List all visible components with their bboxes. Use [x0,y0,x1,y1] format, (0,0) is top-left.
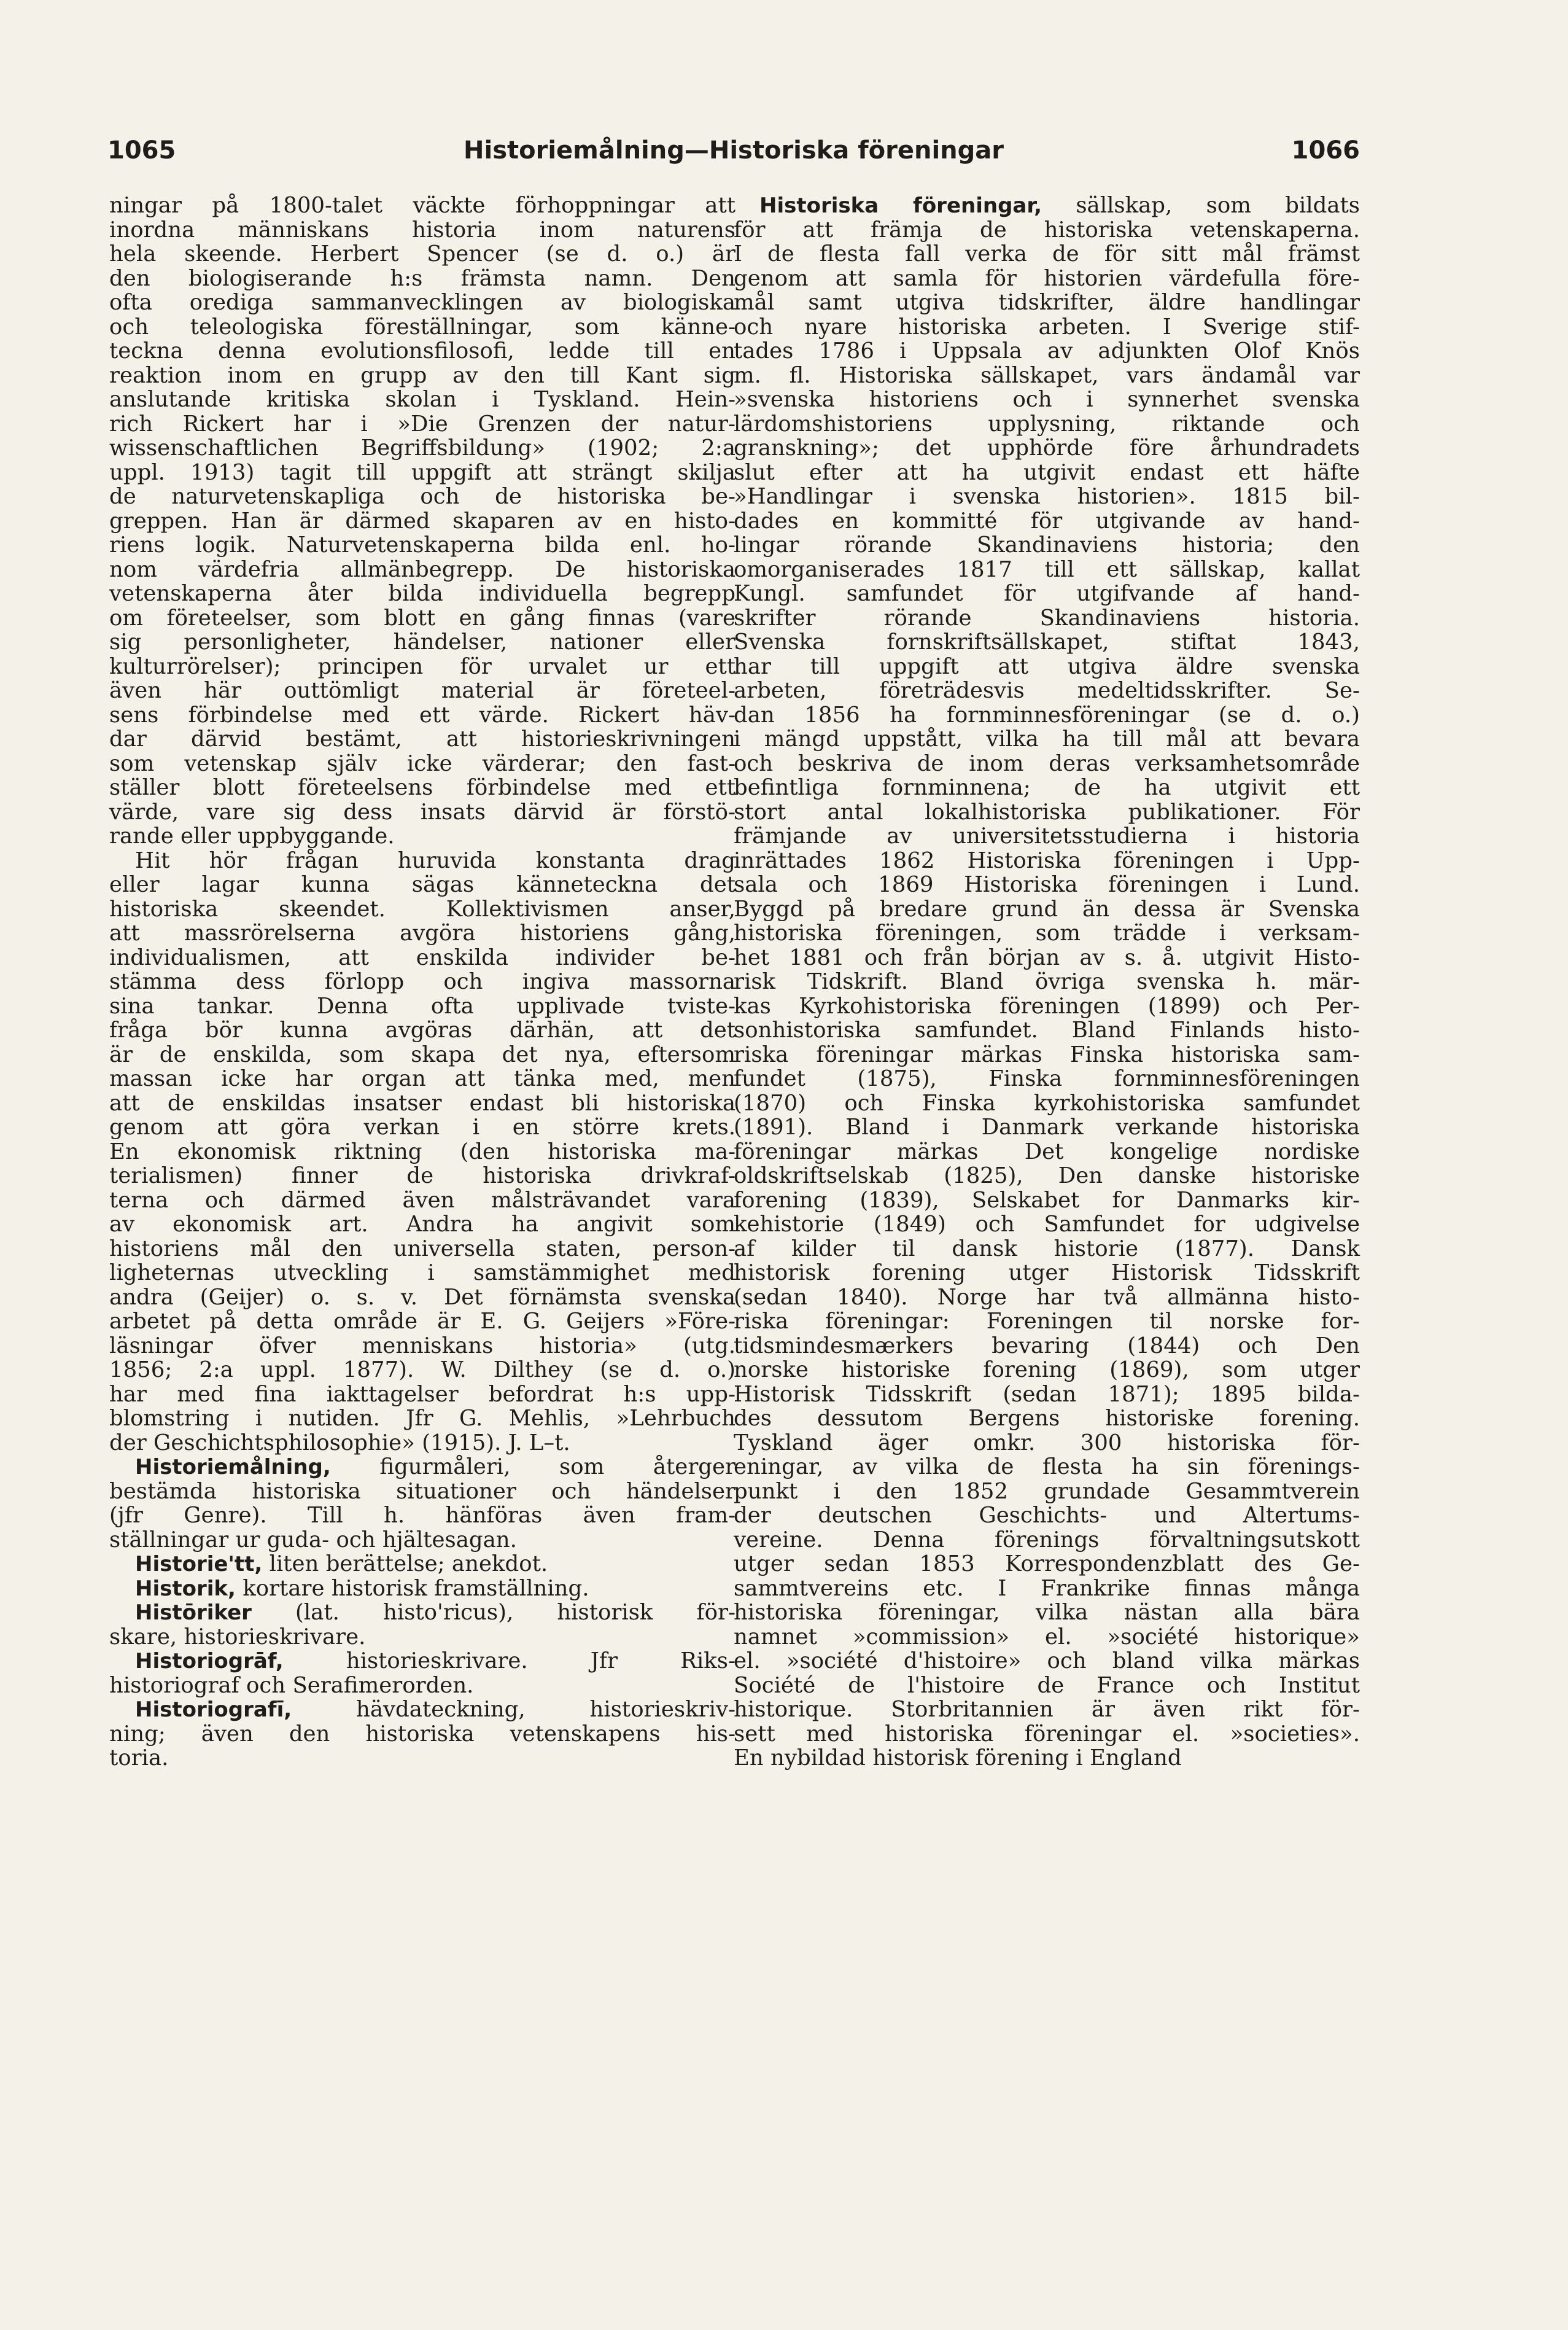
text-line: (sedan 1840). Norge har två allmänna histo- [734,1284,1360,1310]
text-line: lingar rörande Skandinaviens historia; den [734,532,1360,558]
text-line: historiska skeendet. Kollektivismen anser, [109,896,735,922]
text-line: uppl. 1913) tagit till uppgift att strängt skilja [109,459,735,485]
text-line: »svenska historiens och i synnerhet svenska [734,387,1360,412]
text-line: der deutschen Geschichts- und Altertums- [734,1503,1360,1528]
page-number-left: 1065 [107,136,176,165]
text-line: föreningar märkas Det kongelige nordiske [734,1139,1360,1164]
text-line: Société de l'histoire de France och Institut [734,1672,1360,1698]
text-line: har till uppgift att utgiva äldre svenska [734,653,1360,679]
text-line: Hit hör frågan huruvida konstanta drag [135,847,735,873]
text-line: genom att göra verkan i en större krets. [109,1115,735,1140]
text-line: dar därvid bestämt, att historieskrivningen [109,727,735,752]
text-line: inrättades 1862 Historiska föreningen i Upp- [734,847,1360,873]
text-line: lärdomshistoriens upplysning, riktande och [734,411,1360,437]
text-line: sala och 1869 Historiska föreningen i Lund. [734,872,1360,897]
text-line: slut efter att ha utgivit endast ett häfte [734,459,1360,485]
text-line: har med fina iakttagelser befordrat h:s upp- [109,1381,735,1407]
text-line: massan icke har organ att tänka med, men [109,1066,735,1091]
text-line: rich Rickert har i »Die Grenzen der natur- [109,411,735,437]
text-line: granskning»; det upphörde före århundradets [734,435,1360,461]
text-line: att de enskildas insatser endast bli historiska [109,1090,735,1116]
text-line: (jfr Genre). Till h. hänföras även fram- [109,1503,735,1528]
text-line: af kilder til dansk historie (1877). Dansk [734,1236,1360,1261]
text-line: ofta orediga sammanvecklingen av biologiska [109,290,735,315]
text-line: sonhistoriska samfundet. Bland Finlands histo- [734,1018,1360,1043]
text-line: punkt i den 1852 grundade Gesammtverein [734,1478,1360,1504]
text-line: riska föreningar: Foreningen til norske for- [734,1309,1360,1334]
text-line: risk Tidskrift. Bland övriga svenska h. mär- [734,969,1360,994]
text-line: fundet (1875), Finska fornminnesföreningen [734,1066,1360,1091]
text-line: Tyskland äger omkr. 300 historiska för- [734,1430,1360,1455]
text-line: de naturvetenskapliga och de historiska be- [109,484,735,509]
text-line: omorganiserades 1817 till ett sällskap, kallat [734,556,1360,582]
entry-line: Histōriker (lat. histo'ricus), historisk för- [135,1600,735,1625]
text-line: reaktion inom en grupp av den till Kant sig [109,362,735,388]
entry-headword: Historiska föreningar, [759,193,1042,218]
text-line: som vetenskap själv icke värderar; den fast- [109,750,735,776]
entry-headword: Historie'tt, [135,1552,263,1576]
text-line: En ekonomisk riktning (den historiska ma- [109,1139,735,1164]
text-line: inordna människans historia inom naturens [109,217,735,243]
text-line: sina tankar. Denna ofta upplivade tviste- [109,993,735,1019]
text-line: terna och därmed även målsträvandet vara [109,1187,735,1213]
text-line: tades 1786 i Uppsala av adjunkten Olof Knös [734,338,1360,364]
text-line: anslutande kritiska skolan i Tyskland. Hein- [109,387,735,412]
text-line: genom att samla för historien värdefulla före- [734,265,1360,291]
page-header [107,136,1360,173]
text-line: (1891). Bland i Danmark verkande historiska [734,1115,1360,1140]
text-line: historiska föreningen, som trädde i verksam- [734,921,1360,946]
entry-line: Historiogrāf, historieskrivare. Jfr Riks- [135,1648,735,1673]
text-line: är de enskilda, som skapa det nya, eftersom [109,1042,735,1067]
text-line: I de flesta fall verka de för sitt mål främst [734,241,1360,267]
text-line: dades en kommitté för utgivande av hand- [734,508,1360,534]
text-line: »Handlingar i svenska historien». 1815 bil- [734,484,1360,509]
text-line: ligheternas utveckling i samstämmighet med [109,1260,735,1285]
entry-line: Historiska föreningar, sällskap, som bildats [759,193,1360,218]
text-line: Historisk Tidsskrift (sedan 1871); 1895 bilda- [734,1381,1360,1407]
text-line: historique. Storbritannien är även rikt för- [734,1697,1360,1722]
text-line: teckna denna evolutionsfilosofi, ledde till en [109,338,735,364]
entry-headword: Historiemålning, [135,1455,331,1479]
text-line: att massrörelserna avgöra historiens gång, [109,921,735,946]
entry-line: Historik, kortare historisk framställning. [135,1575,589,1601]
text-line: het 1881 och från början av s. å. utgivit Histo- [734,945,1360,970]
text-line: kehistorie (1849) och Samfundet for udgivelse [734,1212,1360,1237]
text-line: och nyare historiska arbeten. I Sverige stif- [734,314,1360,340]
text-line: bestämda historiska situationer och händelser [109,1478,735,1504]
text-line: för att främja de historiska vetenskaperna. [734,217,1360,243]
text-line: historiska föreningar, vilka nästan alla bära [734,1600,1360,1625]
text-line: tidsmindesmærkers bevaring (1844) och Den [734,1333,1360,1358]
text-line: vetenskaperna åter bilda individuella begrepp [109,581,735,606]
text-line: främjande av universitetsstudierna i historia [734,824,1360,849]
text-line: även här outtömligt material är företeel- [109,678,735,703]
text-line: Svenska fornskriftsällskapet, stiftat 1843, [734,629,1360,655]
entry-headword: Historiogrāf, [135,1649,284,1673]
text-line: norske historiske forening (1869), som utger [734,1357,1360,1382]
text-line: och teleologiska föreställningar, som känne- [109,314,735,340]
text-line: sammtvereins etc. I Frankrike finnas många [734,1575,1360,1601]
entry-headword: Histōriker [135,1600,252,1625]
text-line: i mängd uppstått, vilka ha till mål att bevara [734,727,1360,752]
text-line: arbeten, företrädesvis medeltidsskrifter. Se- [734,678,1360,703]
text-line: historiograf och Serafimerorden. [109,1672,474,1698]
text-line: av ekonomisk art. Andra ha angivit som [109,1212,735,1237]
text-line: andra (Geijer) o. s. v. Det förnämsta svenska [109,1284,735,1310]
text-line: stort antal lokalhistoriska publikationer. För [734,799,1360,825]
text-line: den biologiserande h:s främsta namn. Den [109,265,735,291]
entry-line: Historiografī, hävdateckning, historieskriv- [135,1697,735,1722]
text-line: ställningar ur guda- och hjältesagan. [109,1527,517,1553]
text-line: En nybildad historisk förening i England [734,1745,1182,1771]
text-line: och beskriva de inom deras verksamhetsområde [734,750,1360,776]
entry-headword: Historik, [135,1576,236,1601]
text-line: mål samt utgiva tidskrifter, äldre handlingar [734,290,1360,315]
text-line: wissenschaftlichen Begriffsbildung» (1902; 2:a [109,435,735,461]
text-line: stämma dess förlopp och ingiva massorna [109,969,735,994]
text-line: rande eller uppbyggande. [109,824,395,849]
text-line: om företeelser, som blott en gång finnas (vare [109,605,735,631]
entry-headword: Historiografī, [135,1697,292,1722]
text-line: sens förbindelse med ett värde. Rickert häv- [109,702,735,728]
left-column [109,193,735,1771]
text-line: sett med historiska föreningar el. »societies». [734,1721,1360,1747]
text-line: vereine. Denna förenings förvaltningsutskott [734,1527,1360,1553]
text-line: der Geschichtsphilosophie» (1915). J. L–t. [109,1430,570,1455]
text-line: terialismen) finner de historiska drivkraf- [109,1163,735,1188]
text-line: utger sedan 1853 Korrespondenzblatt des Ge- [734,1551,1360,1576]
text-line: m. fl. Historiska sällskapet, vars ändamål var [734,362,1360,388]
text-line: värde, vare sig dess insats därvid är förstö- [109,799,735,825]
text-line: individualismen, att enskilda individer be- [109,945,735,970]
text-line: läsningar öfver menniskans historia» (utg. [109,1333,735,1358]
text-line: ning; även den historiska vetenskapens his- [109,1721,735,1747]
text-line: eller lagar kunna sägas känneteckna det [109,872,735,897]
text-line: toria. [109,1745,169,1771]
text-line: historisk forening utger Historisk Tidsskrift [734,1260,1360,1285]
text-line: namnet »commission» el. »société historique» [734,1624,1360,1650]
running-title: Historiemålning—Historiska föreningar [464,136,1004,165]
text-line: skrifter rörande Skandinaviens historia. [734,605,1360,631]
text-line: (1870) och Finska kyrkohistoriska samfundet [734,1090,1360,1116]
text-line: dan 1856 ha fornminnesföreningar (se d. o.) [734,702,1360,728]
text-line: skare, historieskrivare. [109,1624,366,1650]
entry-line: Historiemålning, figurmåleri, som återger [135,1454,735,1479]
text-line: nom värdefria allmänbegrepp. De historiska [109,556,735,582]
text-line: fråga bör kunna avgöras därhän, att det [109,1018,735,1043]
text-line: Kungl. samfundet för utgifvande af hand- [734,581,1360,606]
text-line: blomstring i nutiden. Jfr G. Mehlis, »Lehrbuch [109,1406,735,1431]
text-line: kas Kyrkohistoriska föreningen (1899) och Per- [734,993,1360,1019]
text-line: forening (1839), Selskabet for Danmarks kir- [734,1187,1360,1213]
text-line: befintliga fornminnena; de ha utgivit ett [734,775,1360,800]
text-line: arbetet på detta område är E. G. Geijers »Före- [109,1309,735,1334]
text-line: greppen. Han är därmed skaparen av en histo- [109,508,735,534]
text-line: des dessutom Bergens historiske forening. [734,1406,1360,1431]
text-line: 1856; 2:a uppl. 1877). W. Dilthey (se d. o.) [109,1357,735,1382]
text-line: ställer blott företeelsens förbindelse med ett [109,775,735,800]
text-line: Byggd på bredare grund än dessa är Svenska [734,896,1360,922]
text-line: eningar, av vilka de flesta ha sin förenings- [734,1454,1360,1479]
text-line: kulturrörelser); principen för urvalet ur ett [109,653,735,679]
text-line: sig personligheter, händelser, nationer eller [109,629,735,655]
text-line: oldskriftselskab (1825), Den danske historiske [734,1163,1360,1188]
text-line: historiens mål den universella staten, person- [109,1236,735,1261]
text-line: hela skeende. Herbert Spencer (se d. o.) är [109,241,735,267]
text-line: riska föreningar märkas Finska historiska sam- [734,1042,1360,1067]
text-line: ningar på 1800-talet väckte förhoppningar att [109,193,735,218]
text-line: riens logik. Naturvetenskaperna bilda enl. ho- [109,532,735,558]
entry-line: Historie'tt, liten berättelse; anekdot. [135,1551,548,1576]
text-line: el. »société d'histoire» och bland vilka märkas [734,1648,1360,1673]
right-column [734,193,1360,1771]
page-number-right: 1066 [1291,136,1360,165]
